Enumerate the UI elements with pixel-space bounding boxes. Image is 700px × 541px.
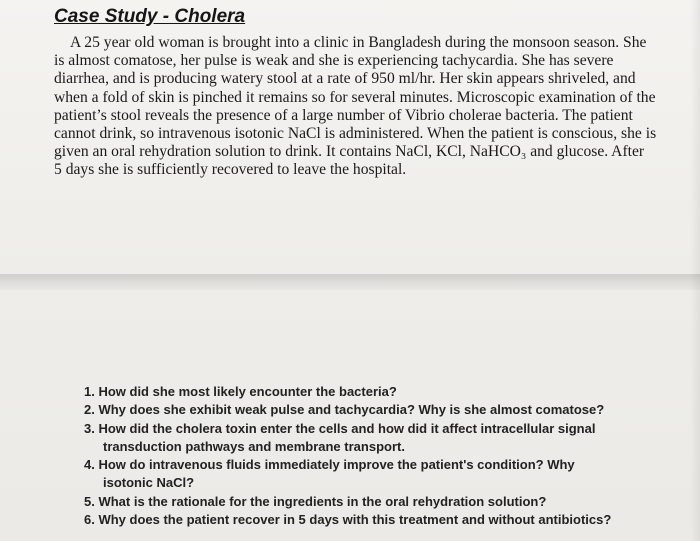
question-item: 5. What is the rationale for the ingredients in the oral rehydration solution? xyxy=(84,493,547,509)
page-fold-shadow xyxy=(0,274,700,290)
paragraph-line: patient’s stool reveals the presence of a large number of Vibrio cholerae bacteria. The patient xyxy=(54,106,633,124)
paragraph-line: is almost comatose, her pulse is weak and she is experiencing tachycardia. She has severe xyxy=(54,52,614,70)
page-edge-shadow xyxy=(690,0,700,541)
paragraph-line: 5 days she is sufficiently recovered to leave the hospital. xyxy=(54,161,407,179)
question-item: 4. How do intravenous fluids immediately improve the patient's condition? Why xyxy=(84,457,575,473)
paragraph-line: A 25 year old woman is brought into a clinic in Bangladesh during the monsoon season. She xyxy=(70,34,647,51)
question-item: 3. How did the cholera toxin enter the cells and how did it affect intracellular signal xyxy=(84,420,596,436)
question-item-continuation: isotonic NaCl? xyxy=(103,475,195,491)
page-title: Case Study - Cholera xyxy=(54,6,246,27)
paragraph-line: diarrhea, and is producing watery stool at a rate of 950 ml/hr. Her skin appears shriveled, and xyxy=(54,70,636,88)
question-item-continuation: transduction pathways and membrane transport. xyxy=(103,438,405,454)
question-list xyxy=(84,383,644,529)
case-paragraph xyxy=(54,34,664,180)
question-item: 2. Why does she exhibit weak pulse and tachycardia? Why is she almost comatose? xyxy=(84,402,605,418)
paragraph-line: given an oral rehydration solution to drink. It contains NaCl, KCl, NaHCO₃ and glucose. After xyxy=(54,143,645,161)
question-item: 1. How did she most likely encounter the bacteria? xyxy=(84,384,397,399)
paragraph-line: cannot drink, so intravenous isotonic NaCl is administered. When the patient is conscious, she is xyxy=(54,125,657,143)
question-item: 6. Why does the patient recover in 5 days with this treatment and without antibiotics? xyxy=(84,512,612,528)
paragraph-line: when a fold of skin is pinched it remains so for several minutes. Microscopic examination of the xyxy=(54,88,656,106)
